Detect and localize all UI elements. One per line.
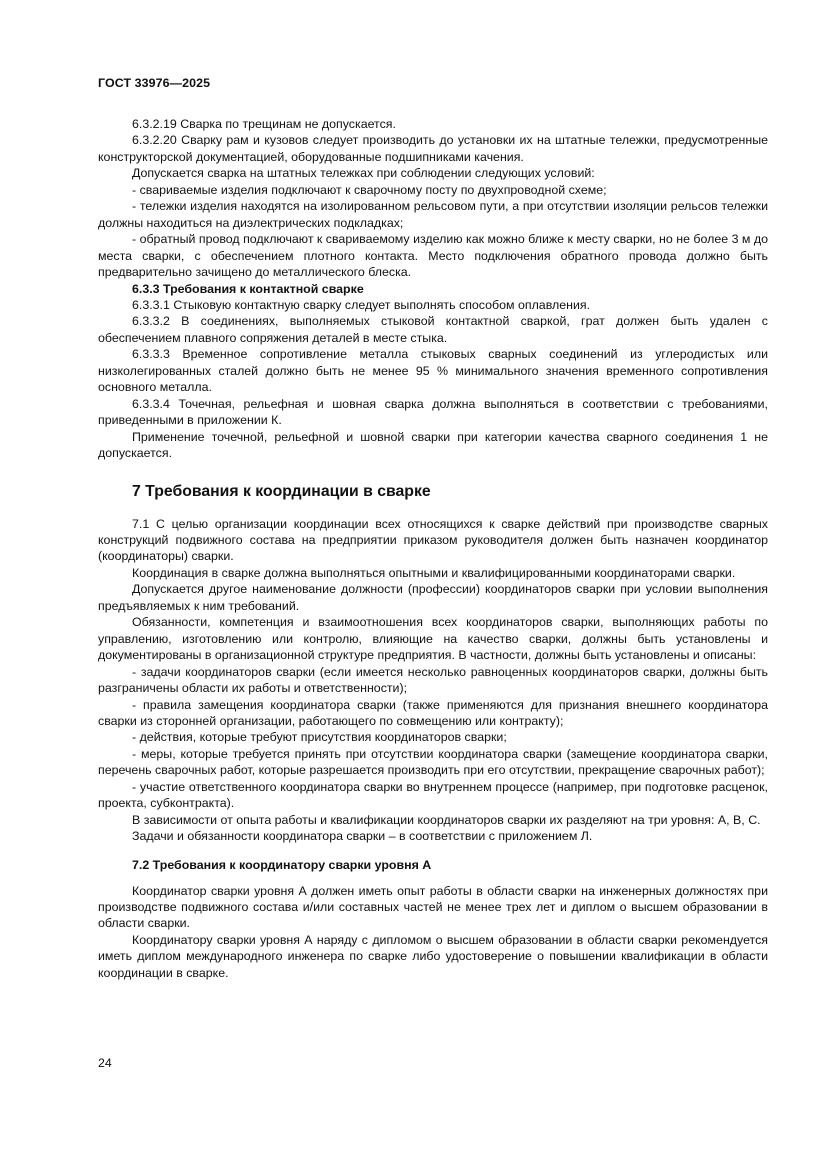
- paragraph-6-3-2-19: 6.3.2.19 Сварка по трещинам не допускается.: [132, 117, 396, 131]
- paragraph-duties: Обязанности, компетенция и взаимоотношения всех координаторов сварки, выполняющих работы по управлению, изготовлению или контролю, влияющие на качество сварки, должны быть установлены и документированы в организационной структуре предприятия. В частности, должны быть установлены и описаны:: [98, 615, 768, 663]
- list-item: - меры, которые требуется принять при отсутствии координатора сварки (замещение координатора сварки, перечень сварочных работ, которые разрешается производить при его отсутствии, прекращение сварочных работ);: [98, 746, 768, 778]
- paragraph-allowed-conditions: Допускается сварка на штатных тележках при соблюдении следующих условий:: [132, 166, 595, 181]
- list-item: - тележки изделия находятся на изолированном рельсовом пути, а при отсутствии изоляции рельсов тележки должны находиться на диэлектрических подкладках;: [98, 199, 768, 230]
- document-code-header: ГОСТ 33976—2025: [98, 76, 211, 90]
- section-title-7: 7 Требования к координации в сварке: [132, 482, 431, 500]
- paragraph-position-name: Допускается другое наименование должности (профессии) координаторов сварки при условии выполнения предъявляемых к ним требований.: [98, 582, 768, 613]
- subsection-title-6-3-3: 6.3.3 Требования к контактной сварке: [132, 281, 364, 296]
- paragraph-level-a-diploma: Координатору сварки уровня А наряду с дипломом о высшем образовании в области сварки рекомендуется иметь диплом международного инженера по сварке либо удостоверение о повышении квалификации в области координации в сварке.: [98, 932, 768, 980]
- paragraph-spot-welding-restriction: Применение точечной, рельефной и шовной сварки при категории качества сварного соединения 1 не допускается.: [98, 429, 768, 461]
- list-item: - обратный провод подключают к свариваемому изделию как можно ближе к месту сварки, но не более 3 м до места сварки, с обеспечением плотного контакта. Место подключения обратного провода должно быть предварительно зачищено до металлического блеска.: [98, 232, 768, 280]
- list-item: - правила замещения координатора сварки (также применяются для признания внешнего координатора сварки из сторонней организации, работающего по совмещению или контракту);: [98, 697, 768, 728]
- list-item: - задачи координаторов сварки (если имеется несколько равноценных координаторов сварки, должны быть разграничены области их работы и ответственности);: [98, 664, 768, 696]
- paragraph-6-3-3-1: 6.3.3.1 Стыковую контактную сварку следует выполнять способом оплавления.: [132, 297, 591, 312]
- paragraph-7-1: 7.1 С целью организации координации всех относящихся к сварке действий при производстве сварных конструкций подвижного состава на предприятии приказом руководителя должен быть назначен координатор (координаторы) сварки.: [98, 516, 768, 564]
- paragraph-6-3-3-2: 6.3.3.2 В соединениях, выполняемых стыковой контактной сваркой, грат должен быть удален с обеспечением плавного сопряжения деталей в месте стыка.: [98, 314, 768, 345]
- document-body: [98, 116, 768, 981]
- paragraph-6-3-2-20: 6.3.2.20 Сварку рам и кузовов следует производить до установки их на штатные тележки, предусмотренные конструкторской документацией, оборудованные подшипниками качения.: [98, 133, 768, 164]
- page-number: 24: [98, 1056, 112, 1070]
- paragraph-coordination-experience: Координация в сварке должна выполняться опытными и квалифицированными координаторами сварки.: [132, 565, 736, 580]
- list-item: - действия, которые требуют присутствия координаторов сварки;: [132, 730, 507, 745]
- paragraph-levels: В зависимости от опыта работы и квалификации координаторов сварки их разделяют на три уровня: А, В, С.: [132, 812, 761, 827]
- list-item: - участие ответственного координатора сварки во внутреннем процессе (например, при подготовке расценок, проекта, субконтракта).: [98, 779, 768, 811]
- paragraph-level-a-experience: Координатор сварки уровня А должен иметь опыт работы в области сварки на инженерных должностях при производстве подвижного состава и/или составных частей не менее трех лет и диплом о высшем образовании в области сварки.: [98, 883, 768, 931]
- paragraph-annex-reference: Задачи и обязанности координатора сварки – в соответствии с приложением Л.: [132, 829, 593, 844]
- subsection-title-7-2: 7.2 Требования к координатору сварки уровня А: [132, 857, 432, 872]
- paragraph-6-3-3-3: 6.3.3.3 Временное сопротивление металла стыковых сварных соединений из углеродистых или низколегированных сталей должно быть не менее 95 % минимального значения временного сопротивления основного металла.: [98, 347, 768, 395]
- paragraph-6-3-3-4: 6.3.3.4 Точечная, рельефная и шовная сварка должна выполняться в соответствии с требованиями, приведенными в приложении К.: [98, 396, 768, 428]
- list-item: - свариваемые изделия подключают к сварочному посту по двухпроводной схеме;: [132, 182, 607, 197]
